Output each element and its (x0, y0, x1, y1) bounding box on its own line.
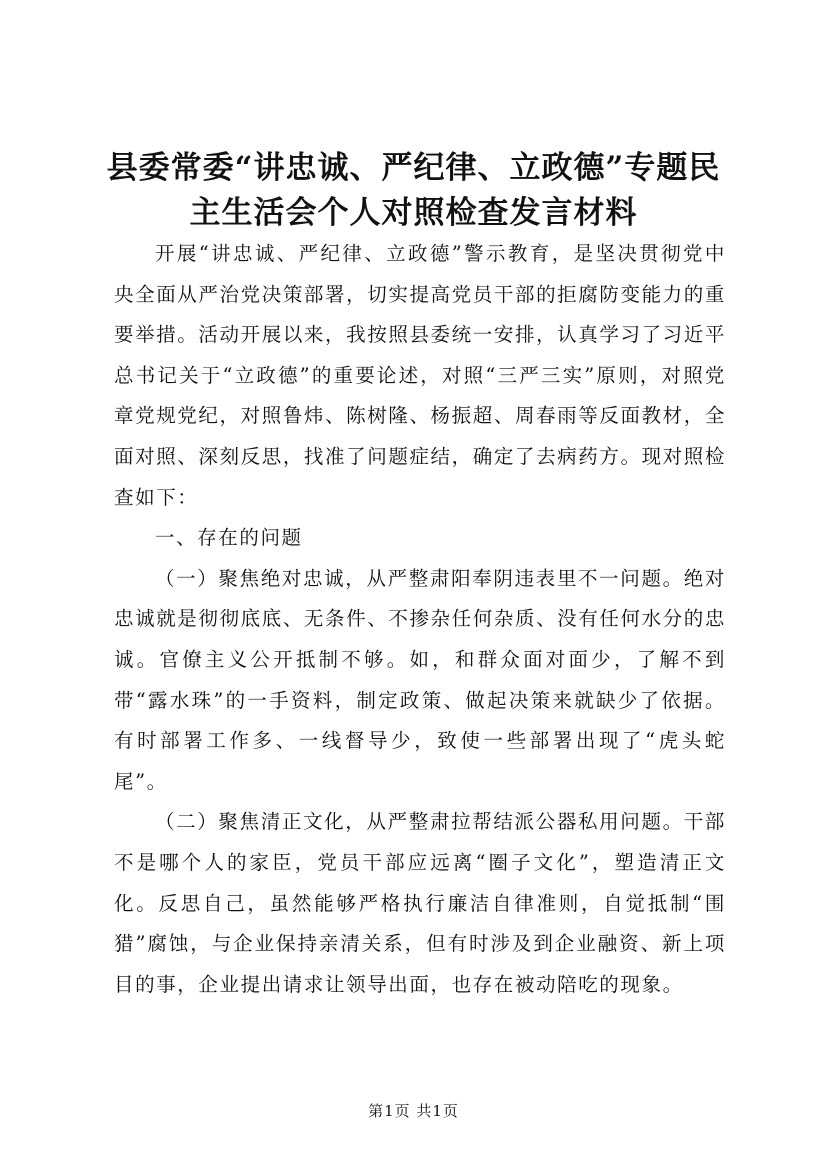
page-footer: 第1页 共1页 (368, 1102, 459, 1120)
intro-paragraph: 开展“讲忠诚、严纪律、立政德”警示教育，是坚决贯彻党中央全面从严治党决策部署，切实提高党员干部的拒腐防变能力的重要举措。活动开展以来，我按照县委统一安排，认真学习了习近平总书记关于“立政德”的重要论述，对照“三严三实”原则，对照党章党规党纪，对照鲁炜、陈树隆、杨振超、周春雨等反面教材，全面对照、深刻反思，找准了问题症结，确定了去病药方。现对照检查如下： (114, 242, 726, 509)
document-title (100, 146, 727, 236)
issue-paragraph-2: （二）聚焦清正文化，从严整肃拉帮结派公器私用问题。干部不是哪个人的家臣，党员干部应远离“圈子文化”，塑造清正文化。反思自己，虽然能够严格执行廉洁自律准则，自觉抵制“围猎”腐蚀，与企业保持亲清关系，但有时涉及到企业融资、新上项目的事，企业提出请求让领导出面，也存在被动陪吃的现象。 (114, 810, 726, 996)
issue-paragraph-1: （一）聚焦绝对忠诚，从严整肃阳奉阴违表里不一问题。绝对忠诚就是彻彻底底、无条件、不掺杂任何杂质、没有任何水分的忠诚。官僚主义公开抵制不够。如，和群众面对面少，了解不到带“露水珠”的一手资料，制定政策、做起决策来就缺少了依据。有时部署工作多、一线督导少，致使一些部署出现了“虎头蛇尾”。 (114, 566, 726, 793)
document-body (114, 234, 726, 1005)
title-line-2: 主生活会个人对照检查发言材料 (189, 195, 638, 231)
title-line-1: 县委常委“讲忠诚、严纪律、立政德”专题民 (106, 150, 721, 186)
section-heading: 一、存在的问题 (154, 526, 303, 550)
